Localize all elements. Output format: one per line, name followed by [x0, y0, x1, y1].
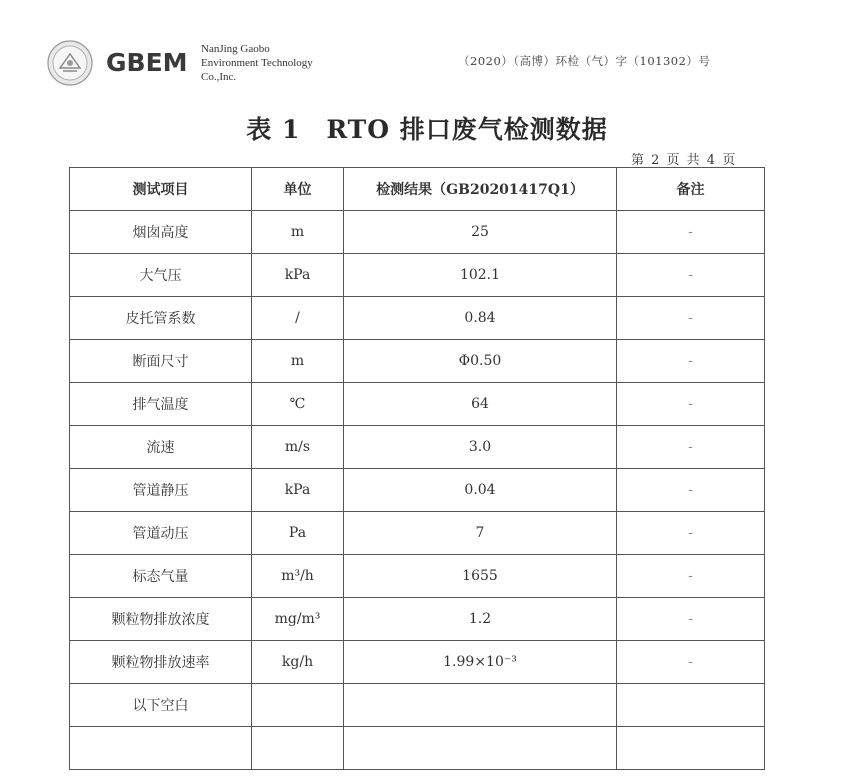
- column-header: 备注: [617, 168, 765, 211]
- item-cell: 流速: [70, 426, 252, 469]
- note-cell: -: [617, 555, 765, 598]
- item-cell: 排气温度: [70, 383, 252, 426]
- note-cell: -: [617, 340, 765, 383]
- column-header: 检测结果（GB20201417Q1）: [344, 168, 617, 211]
- note-cell: [617, 684, 765, 727]
- unit-cell: Pa: [252, 512, 344, 555]
- logo-text: GBEM: [106, 48, 188, 77]
- table-row: [70, 555, 765, 598]
- note-cell: -: [617, 426, 765, 469]
- column-header: 测试项目: [70, 168, 252, 211]
- item-cell: 大气压: [70, 254, 252, 297]
- note-cell: [617, 727, 765, 770]
- table-header-row: [70, 168, 765, 211]
- table-row: [70, 426, 765, 469]
- item-cell: 烟囱高度: [70, 211, 252, 254]
- company-line: Environment Technology: [201, 57, 313, 69]
- item-cell: 颗粒物排放速率: [70, 641, 252, 684]
- item-cell: 管道动压: [70, 512, 252, 555]
- unit-cell: kg/h: [252, 641, 344, 684]
- company-line: NanJing Gaobo: [201, 43, 270, 55]
- page-info: 第 2 页 共 4 页: [631, 153, 737, 168]
- item-cell: 管道静压: [70, 469, 252, 512]
- item-cell: 标态气量: [70, 555, 252, 598]
- result-cell: 3.0: [344, 426, 617, 469]
- unit-cell: m: [252, 340, 344, 383]
- company-seal-logo: [47, 40, 93, 86]
- result-cell: 0.04: [344, 469, 617, 512]
- result-cell: 1655: [344, 555, 617, 598]
- unit-cell: ℃: [252, 383, 344, 426]
- unit-cell: kPa: [252, 469, 344, 512]
- note-cell: -: [617, 469, 765, 512]
- note-cell: -: [617, 383, 765, 426]
- table-body: [70, 211, 765, 770]
- item-cell: 以下空白: [70, 684, 252, 727]
- note-cell: -: [617, 641, 765, 684]
- result-cell: 1.99×10⁻³: [344, 641, 617, 684]
- table-row: [70, 340, 765, 383]
- result-cell: [344, 684, 617, 727]
- unit-cell: m³/h: [252, 555, 344, 598]
- table-row: [70, 641, 765, 684]
- table-row: [70, 254, 765, 297]
- result-cell: 7: [344, 512, 617, 555]
- table-title: 表 1 RTO 排口废气检测数据: [246, 115, 608, 144]
- table-row: [70, 512, 765, 555]
- note-cell: -: [617, 598, 765, 641]
- data-table: [69, 167, 765, 770]
- result-cell: 0.84: [344, 297, 617, 340]
- item-cell: [70, 727, 252, 770]
- result-cell: Φ0.50: [344, 340, 617, 383]
- table-row: [70, 211, 765, 254]
- table-row: [70, 598, 765, 641]
- company-name: [201, 42, 313, 84]
- unit-cell: mg/m³: [252, 598, 344, 641]
- unit-cell: /: [252, 297, 344, 340]
- table-row: [70, 469, 765, 512]
- result-cell: [344, 727, 617, 770]
- result-cell: 102.1: [344, 254, 617, 297]
- note-cell: -: [617, 512, 765, 555]
- company-line: Co.,Inc.: [201, 71, 237, 83]
- item-cell: 颗粒物排放浓度: [70, 598, 252, 641]
- note-cell: -: [617, 211, 765, 254]
- column-header: 单位: [252, 168, 344, 211]
- document-number: （2020）（高博）环检（气）字（101302）号: [458, 54, 711, 68]
- table-row: [70, 727, 765, 770]
- unit-cell: [252, 684, 344, 727]
- unit-cell: m/s: [252, 426, 344, 469]
- note-cell: -: [617, 297, 765, 340]
- result-cell: 64: [344, 383, 617, 426]
- item-cell: 皮托管系数: [70, 297, 252, 340]
- table-row: [70, 297, 765, 340]
- result-cell: 25: [344, 211, 617, 254]
- note-cell: -: [617, 254, 765, 297]
- unit-cell: m: [252, 211, 344, 254]
- unit-cell: kPa: [252, 254, 344, 297]
- table-row: [70, 684, 765, 727]
- result-cell: 1.2: [344, 598, 617, 641]
- table-row: [70, 383, 765, 426]
- item-cell: 断面尺寸: [70, 340, 252, 383]
- unit-cell: [252, 727, 344, 770]
